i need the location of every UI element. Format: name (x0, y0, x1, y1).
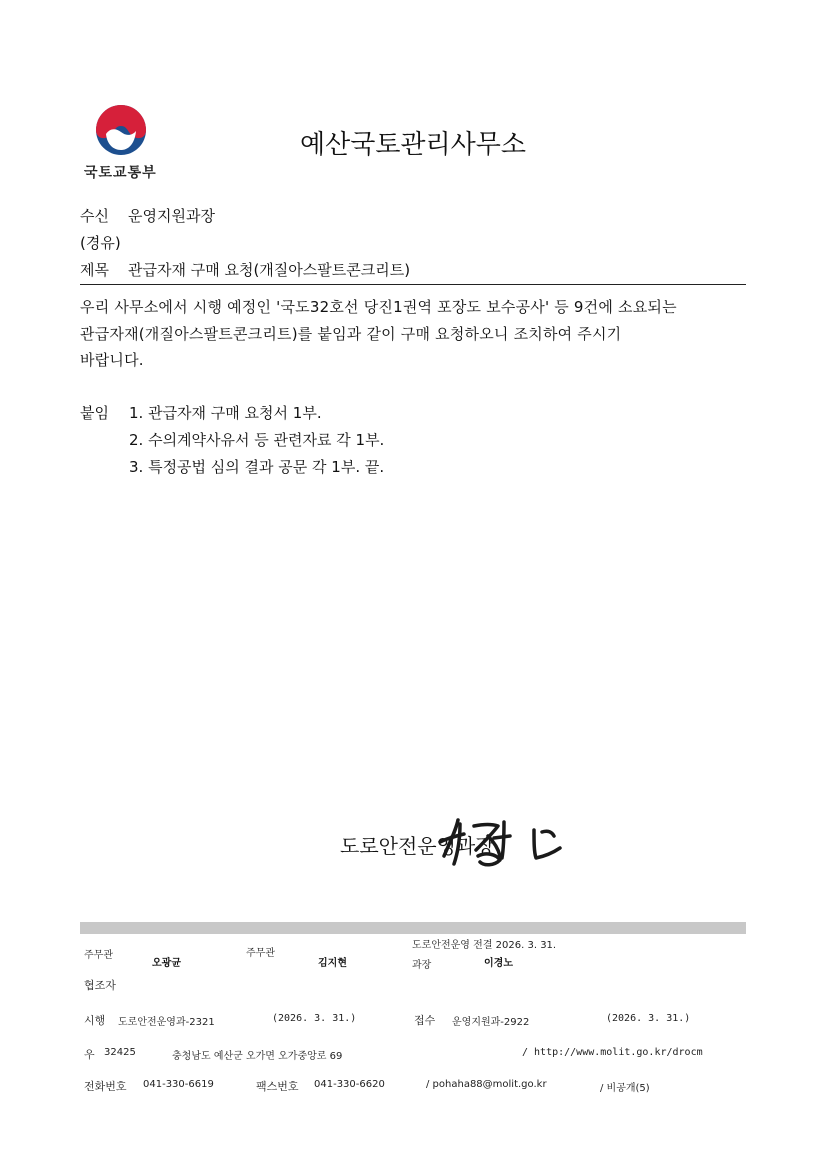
body-line-1: 우리 사무소에서 시행 예정인 '국도32호선 당진1권역 포장도 보수공사' 등 9건에 소요되는 (80, 298, 677, 316)
recipient-label: 수신 (80, 207, 109, 225)
disclosure-status: / 비공개(5) (600, 1083, 650, 1094)
approver-line (412, 936, 556, 951)
approver-name: 이경노 (484, 958, 513, 969)
approver-kind: 전결 (473, 940, 493, 951)
email-link[interactable]: / pohaha88@molit.go.kr (426, 1079, 547, 1090)
recv-date: (2026. 3. 31.) (606, 1013, 691, 1024)
homepage-link[interactable]: / http://www.molit.go.kr/drocm (522, 1047, 703, 1058)
approver-date: 2026. 3. 31. (495, 940, 557, 951)
body-line-2: 관급자재(개질아스팔트콘크리트)를 붙임과 같이 구매 요청하오니 조치하여 주시기 (80, 325, 622, 343)
role1-name: 오광균 (152, 958, 181, 969)
fax-number: 041-330-6620 (314, 1079, 385, 1090)
recv-number: 운영지원과-2922 (452, 1017, 530, 1028)
body-line-3: 바랍니다. (80, 351, 144, 369)
subject-label: 제목 (80, 261, 109, 279)
handwritten-signature-icon (430, 812, 570, 872)
approver-title: 과장 (412, 960, 432, 971)
role2-name: 김지현 (318, 958, 347, 969)
attachment-item-1: 1. 관급자재 구매 요청서 1부. (129, 404, 322, 422)
footer-divider-bar (80, 922, 746, 934)
phone-label: 전화번호 (84, 1080, 127, 1093)
signer-title: 도로안전운영과장 (340, 834, 495, 858)
exec-number: 도로안전운영과-2321 (118, 1017, 215, 1028)
via-line: (경유) (80, 234, 121, 252)
org-name: 국토교통부 (84, 165, 157, 181)
approver-dept: 도로안전운영 (412, 940, 470, 951)
fax-label: 팩스번호 (256, 1080, 299, 1093)
recipient-value: 운영지원과장 (128, 207, 215, 225)
attachment-item-2: 2. 수의계약사유서 등 관련자료 각 1부. (129, 431, 385, 449)
address: 충청남도 예산군 오가면 오가중앙로 69 (172, 1051, 343, 1062)
attachments-label: 붙임 (80, 404, 109, 422)
exec-label: 시행 (84, 1014, 106, 1027)
postal-code: 32425 (104, 1047, 136, 1058)
attachment-item-3: 3. 특정공법 심의 결과 공문 각 1부. 끝. (129, 458, 385, 476)
phone-number: 041-330-6619 (143, 1079, 214, 1090)
cooperator-label: 협조자 (84, 979, 116, 992)
postal-label: 우 (84, 1048, 95, 1061)
role2-label: 주무관 (246, 948, 275, 959)
subject-line (80, 259, 410, 280)
role1-label: 주무관 (84, 950, 113, 961)
office-title: 예산국토관리사무소 (299, 130, 527, 160)
recv-label: 접수 (414, 1014, 436, 1027)
recipient-line (80, 205, 215, 226)
exec-date: (2026. 3. 31.) (272, 1013, 357, 1024)
subject-value: 관급자재 구매 요청(개질아스팔트콘크리트) (128, 261, 411, 279)
header-divider (80, 284, 746, 285)
